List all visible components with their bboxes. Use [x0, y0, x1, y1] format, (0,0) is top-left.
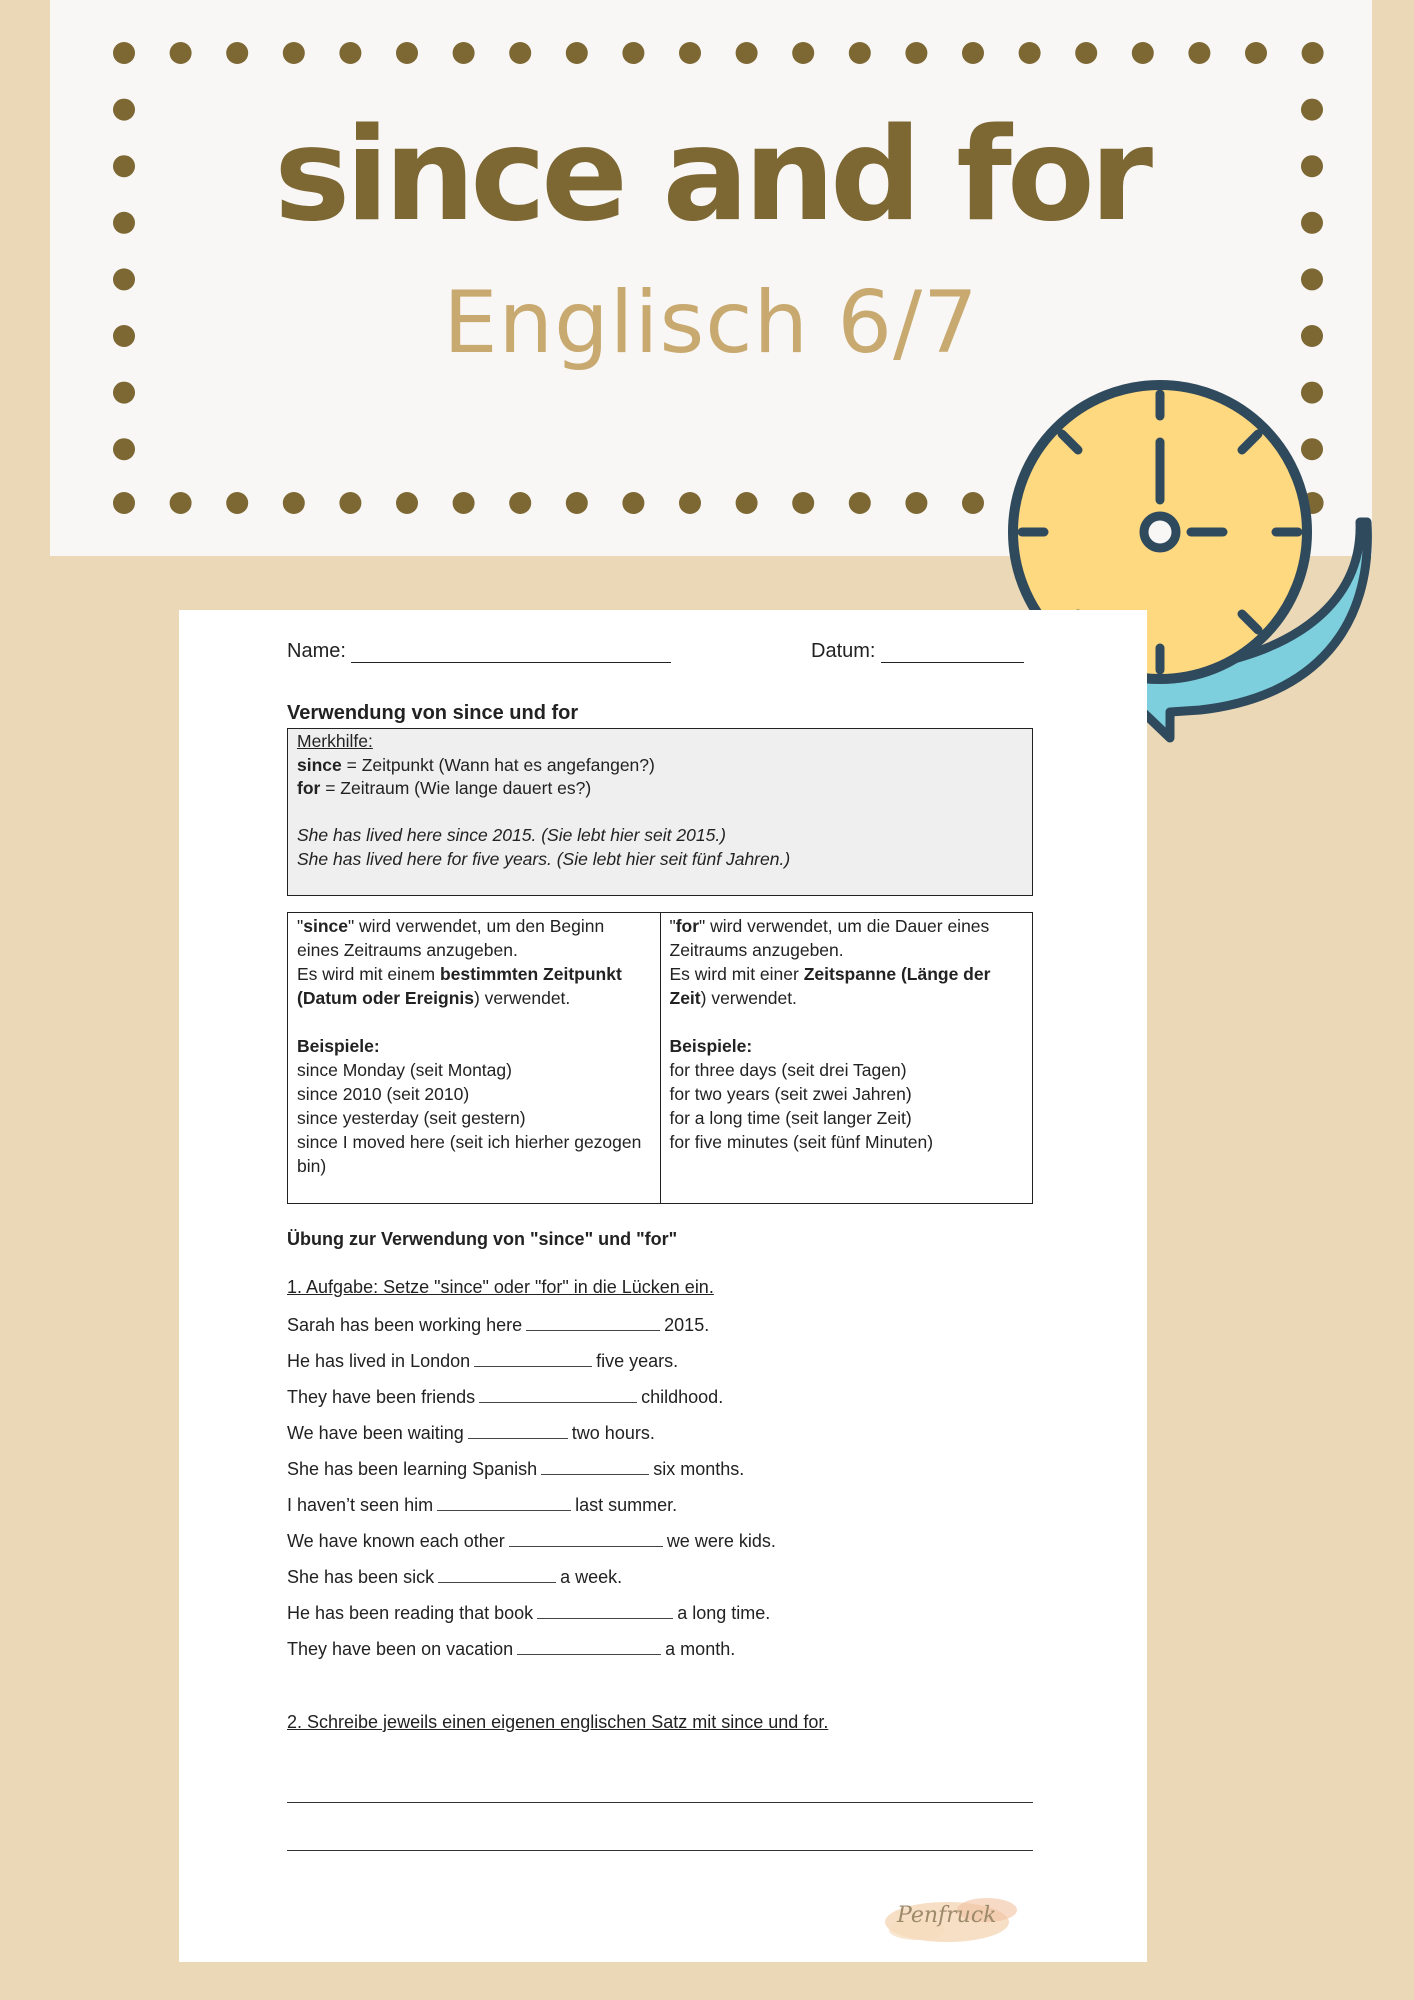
- frame-dot: [792, 42, 814, 64]
- merkhilfe-since: since = Zeitpunkt (Wann hat es angefangen?): [297, 754, 655, 775]
- date-line[interactable]: [881, 640, 1024, 663]
- merkhilfe-box: [287, 728, 1033, 896]
- since-example: since Monday (seit Montag): [297, 1060, 512, 1080]
- date-field[interactable]: [811, 640, 1024, 663]
- frame-dot: [849, 42, 871, 64]
- name-line[interactable]: [351, 640, 671, 663]
- merkhilfe-for: for = Zeitraum (Wie lange dauert es?): [297, 778, 592, 798]
- merkhilfe-example-2: She has lived here for five years. (Sie lebt hier seit fünf Jahren.): [297, 848, 791, 869]
- frame-dot: [905, 492, 927, 514]
- answer-blank[interactable]: [437, 1494, 571, 1511]
- for-column: [660, 913, 1033, 1203]
- date-label: Datum:: [811, 640, 876, 662]
- answer-blank[interactable]: [479, 1386, 637, 1403]
- frame-dot: [453, 42, 475, 64]
- since-intro: "since" wird verwendet, um den Beginn eines Zeitraums anzugeben.: [297, 916, 605, 960]
- frame-dot: [1245, 42, 1267, 64]
- frame-dot: [679, 492, 701, 514]
- exercise-sentence: We have known each other we were kids.: [287, 1531, 776, 1551]
- exercise-sentence: He has lived in London five years.: [287, 1351, 679, 1371]
- frame-dot: [566, 492, 588, 514]
- answer-blank[interactable]: [468, 1422, 568, 1439]
- frame-dot: [453, 492, 475, 514]
- merkhilfe-example-1: She has lived here since 2015. (Sie lebt hier seit 2015.): [297, 825, 727, 845]
- since-usage: Es wird mit einem bestimmten Zeitpunkt (Datum oder Ereignis) verwendet.: [297, 964, 622, 1008]
- frame-dot: [1132, 42, 1154, 64]
- frame-dot: [1302, 42, 1324, 64]
- exercise-sentence: They have been friends childhood.: [287, 1387, 724, 1407]
- exercise-sentence: She has been learning Spanish six months.: [287, 1459, 745, 1479]
- section-title: Verwendung von since und for: [287, 702, 579, 724]
- frame-dot: [396, 42, 418, 64]
- exercise-sentence: I haven’t seen him last summer.: [287, 1495, 678, 1515]
- writing-line[interactable]: [287, 1850, 1033, 1851]
- answer-blank[interactable]: [526, 1314, 660, 1331]
- name-label: Name:: [287, 640, 346, 662]
- since-example: since 2010 (seit 2010): [297, 1084, 470, 1104]
- comparison-table: [287, 912, 1033, 1204]
- signature-logo: [877, 1880, 1027, 1952]
- frame-dot: [905, 42, 927, 64]
- frame-dot: [113, 492, 135, 514]
- for-example: for five minutes (seit fünf Minuten): [669, 1132, 934, 1152]
- exercise-sentence: She has been sick a week.: [287, 1567, 623, 1587]
- for-example: for a long time (seit langer Zeit): [669, 1108, 912, 1128]
- frame-dot: [509, 42, 531, 64]
- frame-dot: [622, 42, 644, 64]
- for-usage: Es wird mit einer Zeitspanne (Länge der Zeit) verwendet.: [669, 964, 991, 1008]
- for-examples-title: Beispiele:: [669, 1036, 753, 1056]
- frame-dot: [113, 42, 135, 64]
- frame-dot: [509, 492, 531, 514]
- for-intro: "for" wird verwendet, um die Dauer eines Zeitraums anzugeben.: [669, 916, 990, 960]
- frame-dot: [283, 42, 305, 64]
- frame-dot: [113, 438, 135, 460]
- page-title: since and for: [274, 101, 1148, 250]
- frame-dot: [962, 42, 984, 64]
- exercise-title: Übung zur Verwendung von "since" und "for": [287, 1229, 678, 1249]
- answer-blank[interactable]: [541, 1458, 649, 1475]
- answer-blank[interactable]: [438, 1566, 556, 1583]
- exercise-sentence: He has been reading that book a long time.: [287, 1603, 771, 1623]
- task-2-instruction: 2. Schreibe jeweils einen eigenen englischen Satz mit since und for.: [287, 1712, 829, 1732]
- for-example: for two years (seit zwei Jahren): [669, 1084, 912, 1104]
- task-1-instruction: 1. Aufgabe: Setze "since" oder "for" in die Lücken ein.: [287, 1277, 714, 1297]
- frame-dot: [283, 492, 305, 514]
- frame-dot: [396, 492, 418, 514]
- frame-dot: [566, 42, 588, 64]
- since-example: since yesterday (seit gestern): [297, 1108, 526, 1128]
- page-subtitle: Englisch 6/7: [443, 273, 979, 373]
- frame-dot: [622, 492, 644, 514]
- exercise-sentence: We have been waiting two hours.: [287, 1423, 655, 1443]
- frame-dot: [170, 492, 192, 514]
- writing-line[interactable]: [287, 1802, 1033, 1803]
- frame-dot: [1075, 42, 1097, 64]
- answer-blank[interactable]: [537, 1602, 673, 1619]
- name-field[interactable]: [287, 640, 671, 663]
- frame-dot: [339, 42, 361, 64]
- frame-dot: [736, 492, 758, 514]
- frame-dot: [679, 42, 701, 64]
- frame-dot: [849, 492, 871, 514]
- svg-text:Penfruck: Penfruck: [897, 1903, 997, 1928]
- exercise-sentence: They have been on vacation a month.: [287, 1639, 736, 1659]
- frame-dot: [1019, 42, 1041, 64]
- frame-dot: [962, 492, 984, 514]
- exercise-sentence: Sarah has been working here 2015.: [287, 1315, 710, 1335]
- since-column: [288, 913, 660, 1203]
- frame-dot: [1188, 42, 1210, 64]
- frame-dot: [226, 42, 248, 64]
- answer-blank[interactable]: [474, 1350, 592, 1367]
- frame-dot: [339, 492, 361, 514]
- frame-dot: [170, 42, 192, 64]
- frame-dot: [792, 492, 814, 514]
- for-example: for three days (seit drei Tagen): [669, 1060, 907, 1080]
- answer-blank[interactable]: [509, 1530, 663, 1547]
- worksheet-page: [179, 610, 1147, 1962]
- frame-dot: [736, 42, 758, 64]
- frame-dot: [226, 492, 248, 514]
- since-example: since I moved here (seit ich hierher gezogen bin): [297, 1132, 642, 1176]
- frame-dot: [113, 382, 135, 404]
- merkhilfe-heading: Merkhilfe:: [297, 731, 373, 751]
- answer-blank[interactable]: [517, 1638, 661, 1655]
- since-examples-title: Beispiele:: [297, 1036, 380, 1056]
